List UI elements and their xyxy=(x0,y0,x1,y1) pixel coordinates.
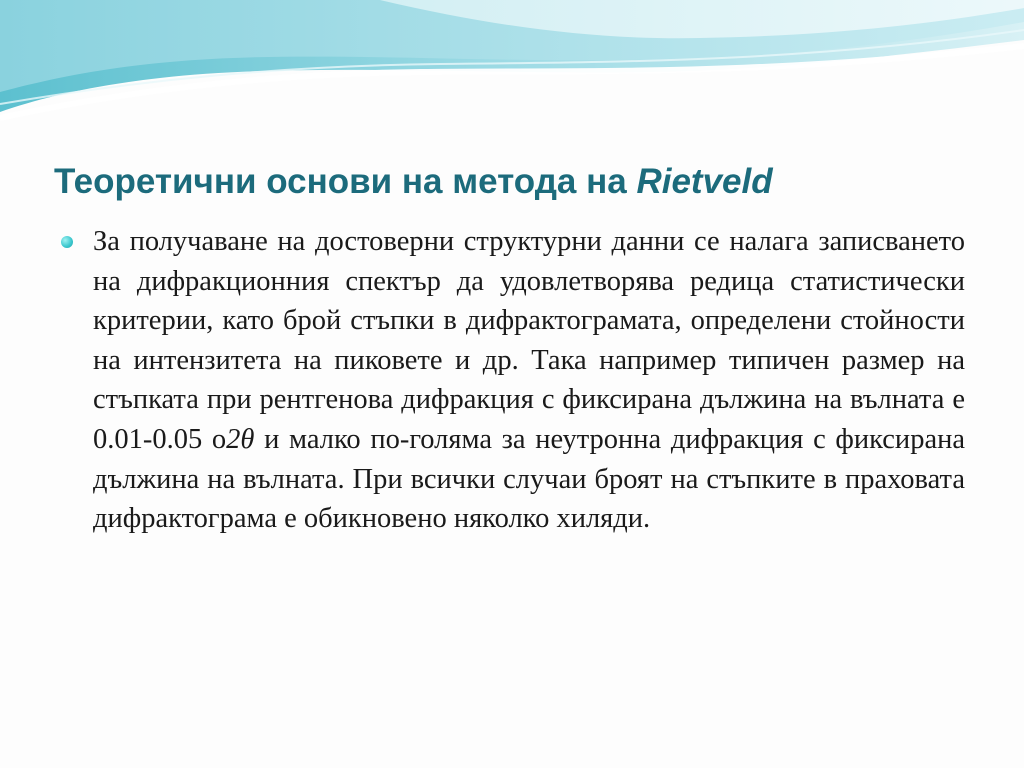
slide-title xyxy=(54,158,994,206)
header-wave-decoration xyxy=(0,0,1024,130)
bullet-text-after: и малко по-голяма за неутронна дифракция с фиксирана дължина на вълната. При всички случаи броят на стъпките в праховата дифрактограма е обикновено няколко хиляди. xyxy=(93,423,965,535)
math-two-theta: 2θ xyxy=(226,423,255,455)
bullet-dot-icon xyxy=(61,236,73,248)
title-emphasis: Rietveld xyxy=(636,162,773,201)
bullet-text-before: За получаване на достоверни структурни данни се налага записването на дифракционния спектър да удовлетворява редица статистически критерии, като брой стъпки в дифрактограмата, определени стойности на интензитета на пиковете и др. Така например типичен размер на стъпката при рентгенова дифракция с фиксирана дължина на вълната е 0.01-0.05 о xyxy=(93,226,965,455)
title-main: Теоретични основи на метода на xyxy=(54,162,637,201)
bullet-text xyxy=(93,222,965,539)
bullet-item xyxy=(60,222,965,539)
slide-body xyxy=(60,222,965,539)
